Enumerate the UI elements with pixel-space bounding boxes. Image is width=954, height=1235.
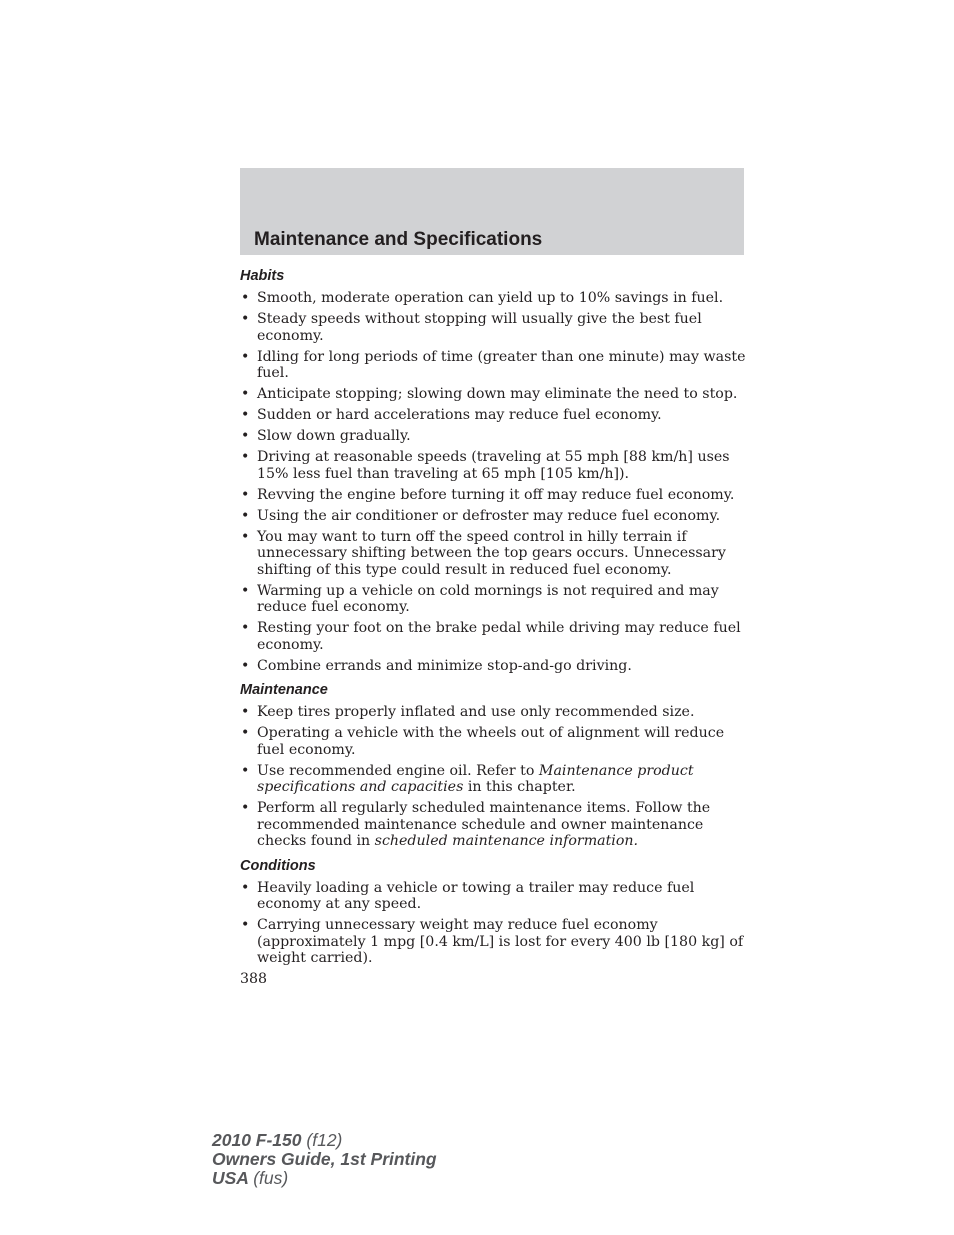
bullet-icon: • <box>241 879 250 896</box>
chapter-title: Maintenance and Specifications <box>254 229 543 250</box>
chapter-header-band <box>240 168 744 255</box>
bullet-icon: • <box>241 800 250 816</box>
habits-list <box>240 290 746 674</box>
bullet-icon: • <box>241 449 250 465</box>
list-item: • Perform all regularly scheduled maintenance items. Follow the recommended maintenance schedule and owner maintenance checks found in scheduled maintenance information. <box>241 800 711 849</box>
bullet-icon: • <box>241 290 250 306</box>
footer-market-line: USA (fus) <box>212 1168 289 1188</box>
document-footer <box>212 1131 437 1188</box>
bullet-icon: • <box>241 528 250 545</box>
list-item: • Idling for long periods of time (greater than one minute) may waste fuel. <box>241 348 746 381</box>
bullet-icon: • <box>241 428 250 444</box>
section-heading-conditions: Conditions <box>240 857 316 874</box>
list-item: • Steady speeds without stopping will usually give the best fuel economy. <box>241 311 702 344</box>
list-item: • Keep tires properly inflated and use only recommended size. <box>241 704 695 720</box>
bullet-icon: • <box>241 704 250 720</box>
page-content <box>240 266 746 987</box>
bullet-icon: • <box>241 762 250 779</box>
list-item: • Smooth, moderate operation can yield up to 10% savings in fuel. <box>241 290 724 306</box>
footer-model-line: 2010 F-150 (f12) <box>212 1130 343 1150</box>
conditions-list <box>240 880 746 967</box>
footer-edition-line: Owners Guide, 1st Printing <box>212 1149 437 1169</box>
list-item: • Driving at reasonable speeds (traveling at 55 mph [88 km/h] uses 15% less fuel than traveling at 65 mph [105 km/h]). <box>241 449 730 482</box>
bullet-icon: • <box>241 348 250 365</box>
list-item: • Slow down gradually. <box>241 428 411 444</box>
list-item: • Revving the engine before turning it off may reduce fuel economy. <box>241 486 735 503</box>
bullet-icon: • <box>241 311 250 327</box>
page-number: 388 <box>240 970 268 987</box>
list-item: • Carrying unnecessary weight may reduce fuel economy (approximately 1 mpg [0.4 km/L] is lost for every 400 lb [180 kg] of weight carried). <box>241 917 744 966</box>
list-item: • Resting your foot on the brake pedal while driving may reduce fuel economy. <box>241 620 741 653</box>
list-item: • Operating a vehicle with the wheels out of alignment will reduce fuel economy. <box>241 725 725 758</box>
bullet-icon: • <box>241 582 250 599</box>
cross-reference: Maintenance product specifications and capacities <box>257 762 694 795</box>
list-item: • Anticipate stopping; slowing down may eliminate the need to stop. <box>241 386 738 402</box>
list-item: • Using the air conditioner or defroster may reduce fuel economy. <box>241 507 721 524</box>
bullet-icon: • <box>241 507 250 524</box>
bullet-icon: • <box>241 407 250 423</box>
section-heading-habits: Habits <box>240 268 285 284</box>
bullet-icon: • <box>241 386 250 402</box>
bullet-icon: • <box>241 486 250 503</box>
list-item: • Heavily loading a vehicle or towing a trailer may reduce fuel economy at any speed. <box>241 879 695 912</box>
list-item: • Use recommended engine oil. Refer to Maintenance product specifications and capacities in this chapter. <box>241 762 694 795</box>
list-item: • Sudden or hard accelerations may reduce fuel economy. <box>241 407 662 423</box>
bullet-icon: • <box>241 725 250 741</box>
list-item: • Warming up a vehicle on cold mornings is not required and may reduce fuel economy. <box>241 582 719 615</box>
cross-reference: scheduled maintenance information. <box>374 833 639 849</box>
maintenance-list <box>240 704 746 850</box>
section-heading-maintenance: Maintenance <box>240 682 328 698</box>
list-item: • Combine errands and minimize stop-and-go driving. <box>241 657 632 674</box>
bullet-icon: • <box>241 917 250 933</box>
bullet-icon: • <box>241 657 250 674</box>
list-item: • You may want to turn off the speed control in hilly terrain if unnecessary shifting between the top gears occurs. Unnecessary shifting of this type could result in reduced fuel economy. <box>241 528 726 578</box>
bullet-icon: • <box>241 620 250 636</box>
